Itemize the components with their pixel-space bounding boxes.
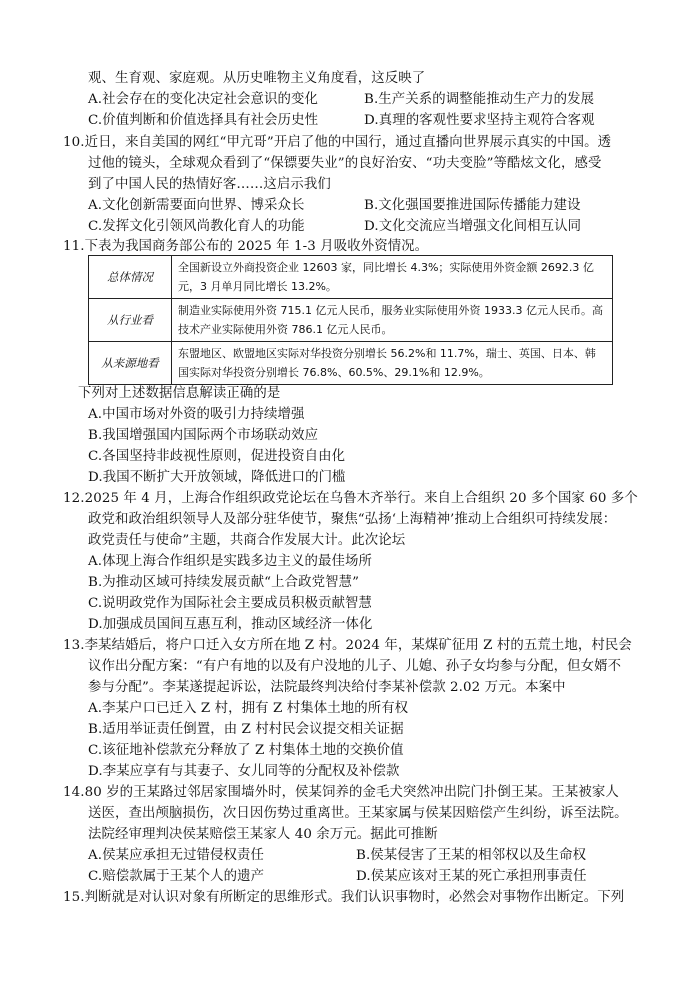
q13-stem-line3: 参与分配”。李某遂提起诉讼，法院最终判决给付李某补偿款 2.02 万元。本案中: [88, 680, 566, 695]
q11-question: 下列对上述数据信息解读正确的是: [78, 386, 281, 401]
table-row: [89, 342, 613, 385]
q14-stem-line1: 14.80 岁的王某路过邻居家围墙外时，侯某饲养的金毛犬突然冲出院门扑倒王某。王某被家人: [63, 785, 619, 800]
q9-option-b: B.生产关系的调整能推动生产力的发展: [364, 92, 595, 107]
table-row-header: 从行业看: [89, 299, 172, 342]
q14-stem-line3: 法院经审理判决侯某赔偿王某家人 40 余万元。据此可推断: [88, 827, 438, 842]
q13-option-b: B.适用举证责任倒置，由 Z 村村民会议提交相关证据: [88, 722, 404, 737]
q10-option-d: D.文化交流应当增强文化间相互认同: [364, 219, 582, 234]
q10-stem-line2: 过他的镜头，全球观众看到了“保镖要失业”的良好治安、“功夫变脸”等酷炫文化，感受: [88, 156, 602, 171]
q14-option-c: C.赔偿款属于王某个人的遗产: [88, 869, 265, 884]
q12-option-a: A.体现上海合作组织是实践多边主义的最佳场所: [88, 554, 372, 569]
q10-option-c: C.发挥文化引领风尚教化育人的功能: [88, 219, 305, 234]
q9-option-d: D.真理的客观性要求坚持主观符合客观: [364, 113, 595, 128]
q13-option-d: D.李某应享有与其妻子、女儿同等的分配权及补偿款: [88, 764, 400, 779]
table-row-header: 从来源地看: [89, 342, 172, 385]
q10-option-a: A.文化创新需要面向世界、博采众长: [88, 198, 305, 213]
q14-option-a: A.侯某应承担无过错侵权责任: [88, 848, 265, 863]
q12-stem-line3: 政党责任与使命”主题，共商合作发展大计。此次论坛: [88, 533, 406, 548]
q12-option-b: B.为推动区域可持续发展贡献“上合政党智慧”: [88, 575, 360, 590]
table-row-header: 总体情况: [89, 256, 172, 299]
q13-option-c: C.该征地补偿款充分释放了 Z 村集体土地的交换价值: [88, 743, 404, 758]
q11-option-d: D.我国不断扩大开放领域，降低进口的门槛: [88, 470, 346, 485]
q9-option-c: C.价值判断和价值选择具有社会历史性: [88, 113, 319, 128]
table-cell: 东盟地区、欧盟地区实际对华投资分别增长 56.2%和 11.7%，瑞士、英国、日本、韩国实际对华投资分别增长 76.8%、60.5%、29.1%和 12.9%。: [172, 342, 613, 385]
q11-option-a: A.中国市场对外资的吸引力持续增强: [88, 407, 305, 422]
q12-stem-line1: 12.2025 年 4 月，上海合作组织政党论坛在乌鲁木齐举行。来自上合组织 20 多个国家 60 多个: [63, 491, 638, 506]
table-row: [89, 256, 613, 299]
q11-option-c: C.各国坚持非歧视性原则，促进投资自由化: [88, 449, 346, 464]
q12-option-c: C.说明政党作为国际社会主要成员积极贡献智慧: [88, 596, 373, 611]
q10-stem-line3: 到了中国人民的热情好客……这启示我们: [88, 177, 331, 192]
q14-option-b: B.侯某侵害了王某的相邻权以及生命权: [356, 848, 587, 863]
q10-option-b: B.文化强国要推进国际传播能力建设: [364, 198, 581, 213]
q13-option-a: A.李某户口已迁入 Z 村，拥有 Z 村集体土地的所有权: [88, 701, 409, 716]
q12-stem-line2: 政党和政治组织领导人及部分驻华使节，聚焦“弘扬‘上海精神’推动上合组织可持续发展：: [88, 512, 617, 527]
foreign-investment-table: [88, 255, 613, 385]
table-row: [89, 299, 613, 342]
table-cell: 制造业实际使用外资 715.1 亿元人民币，服务业实际使用外资 1933.3 亿元人民币。高技术产业实际使用外资 786.1 亿元人民币。: [172, 299, 613, 342]
q12-option-d: D.加强成员国间互惠互利，推动区域经济一体化: [88, 617, 373, 632]
q15-stem-line1: 15.判断就是对认识对象有所断定的思维形式。我们认识事物时，必然会对事物作出断定。下列: [63, 890, 625, 905]
q10-stem-line1: 10.近日，来自美国的网红“甲亢哥”开启了他的中国行，通过直播向世界展示真实的中国。透: [63, 135, 612, 150]
q11-option-b: B.我国增强国内国际两个市场联动效应: [88, 428, 319, 443]
q14-option-d: D.侯某应该对王某的死亡承担刑事责任: [356, 869, 587, 884]
q13-stem-line2: 议作出分配方案：“有户有地的以及有户没地的儿子、儿媳、孙子女均参与分配，但女婿不: [88, 659, 622, 674]
table-cell: 全国新设立外商投资企业 12603 家，同比增长 4.3%；实际使用外资金额 2692.3 亿元，3 月单月同比增长 13.2%。: [172, 256, 613, 299]
q11-stem: 11.下表为我国商务部公布的 2025 年 1-3 月吸收外资情况。: [63, 239, 429, 254]
q9-stem-tail: 观、生育观、家庭观。从历史唯物主义角度看，这反映了: [88, 71, 426, 86]
q14-stem-line2: 送医，查出颅脑损伤，次日因伤势过重离世。王某家属与侯某因赔偿产生纠纷，诉至法院。: [88, 806, 628, 821]
q13-stem-line1: 13.李某结婚后，将户口迁入女方所在地 Z 村。2024 年，某煤矿征用 Z 村的五荒土地，村民会: [63, 638, 632, 653]
q9-option-a: A.社会存在的变化决定社会意识的变化: [88, 92, 318, 107]
